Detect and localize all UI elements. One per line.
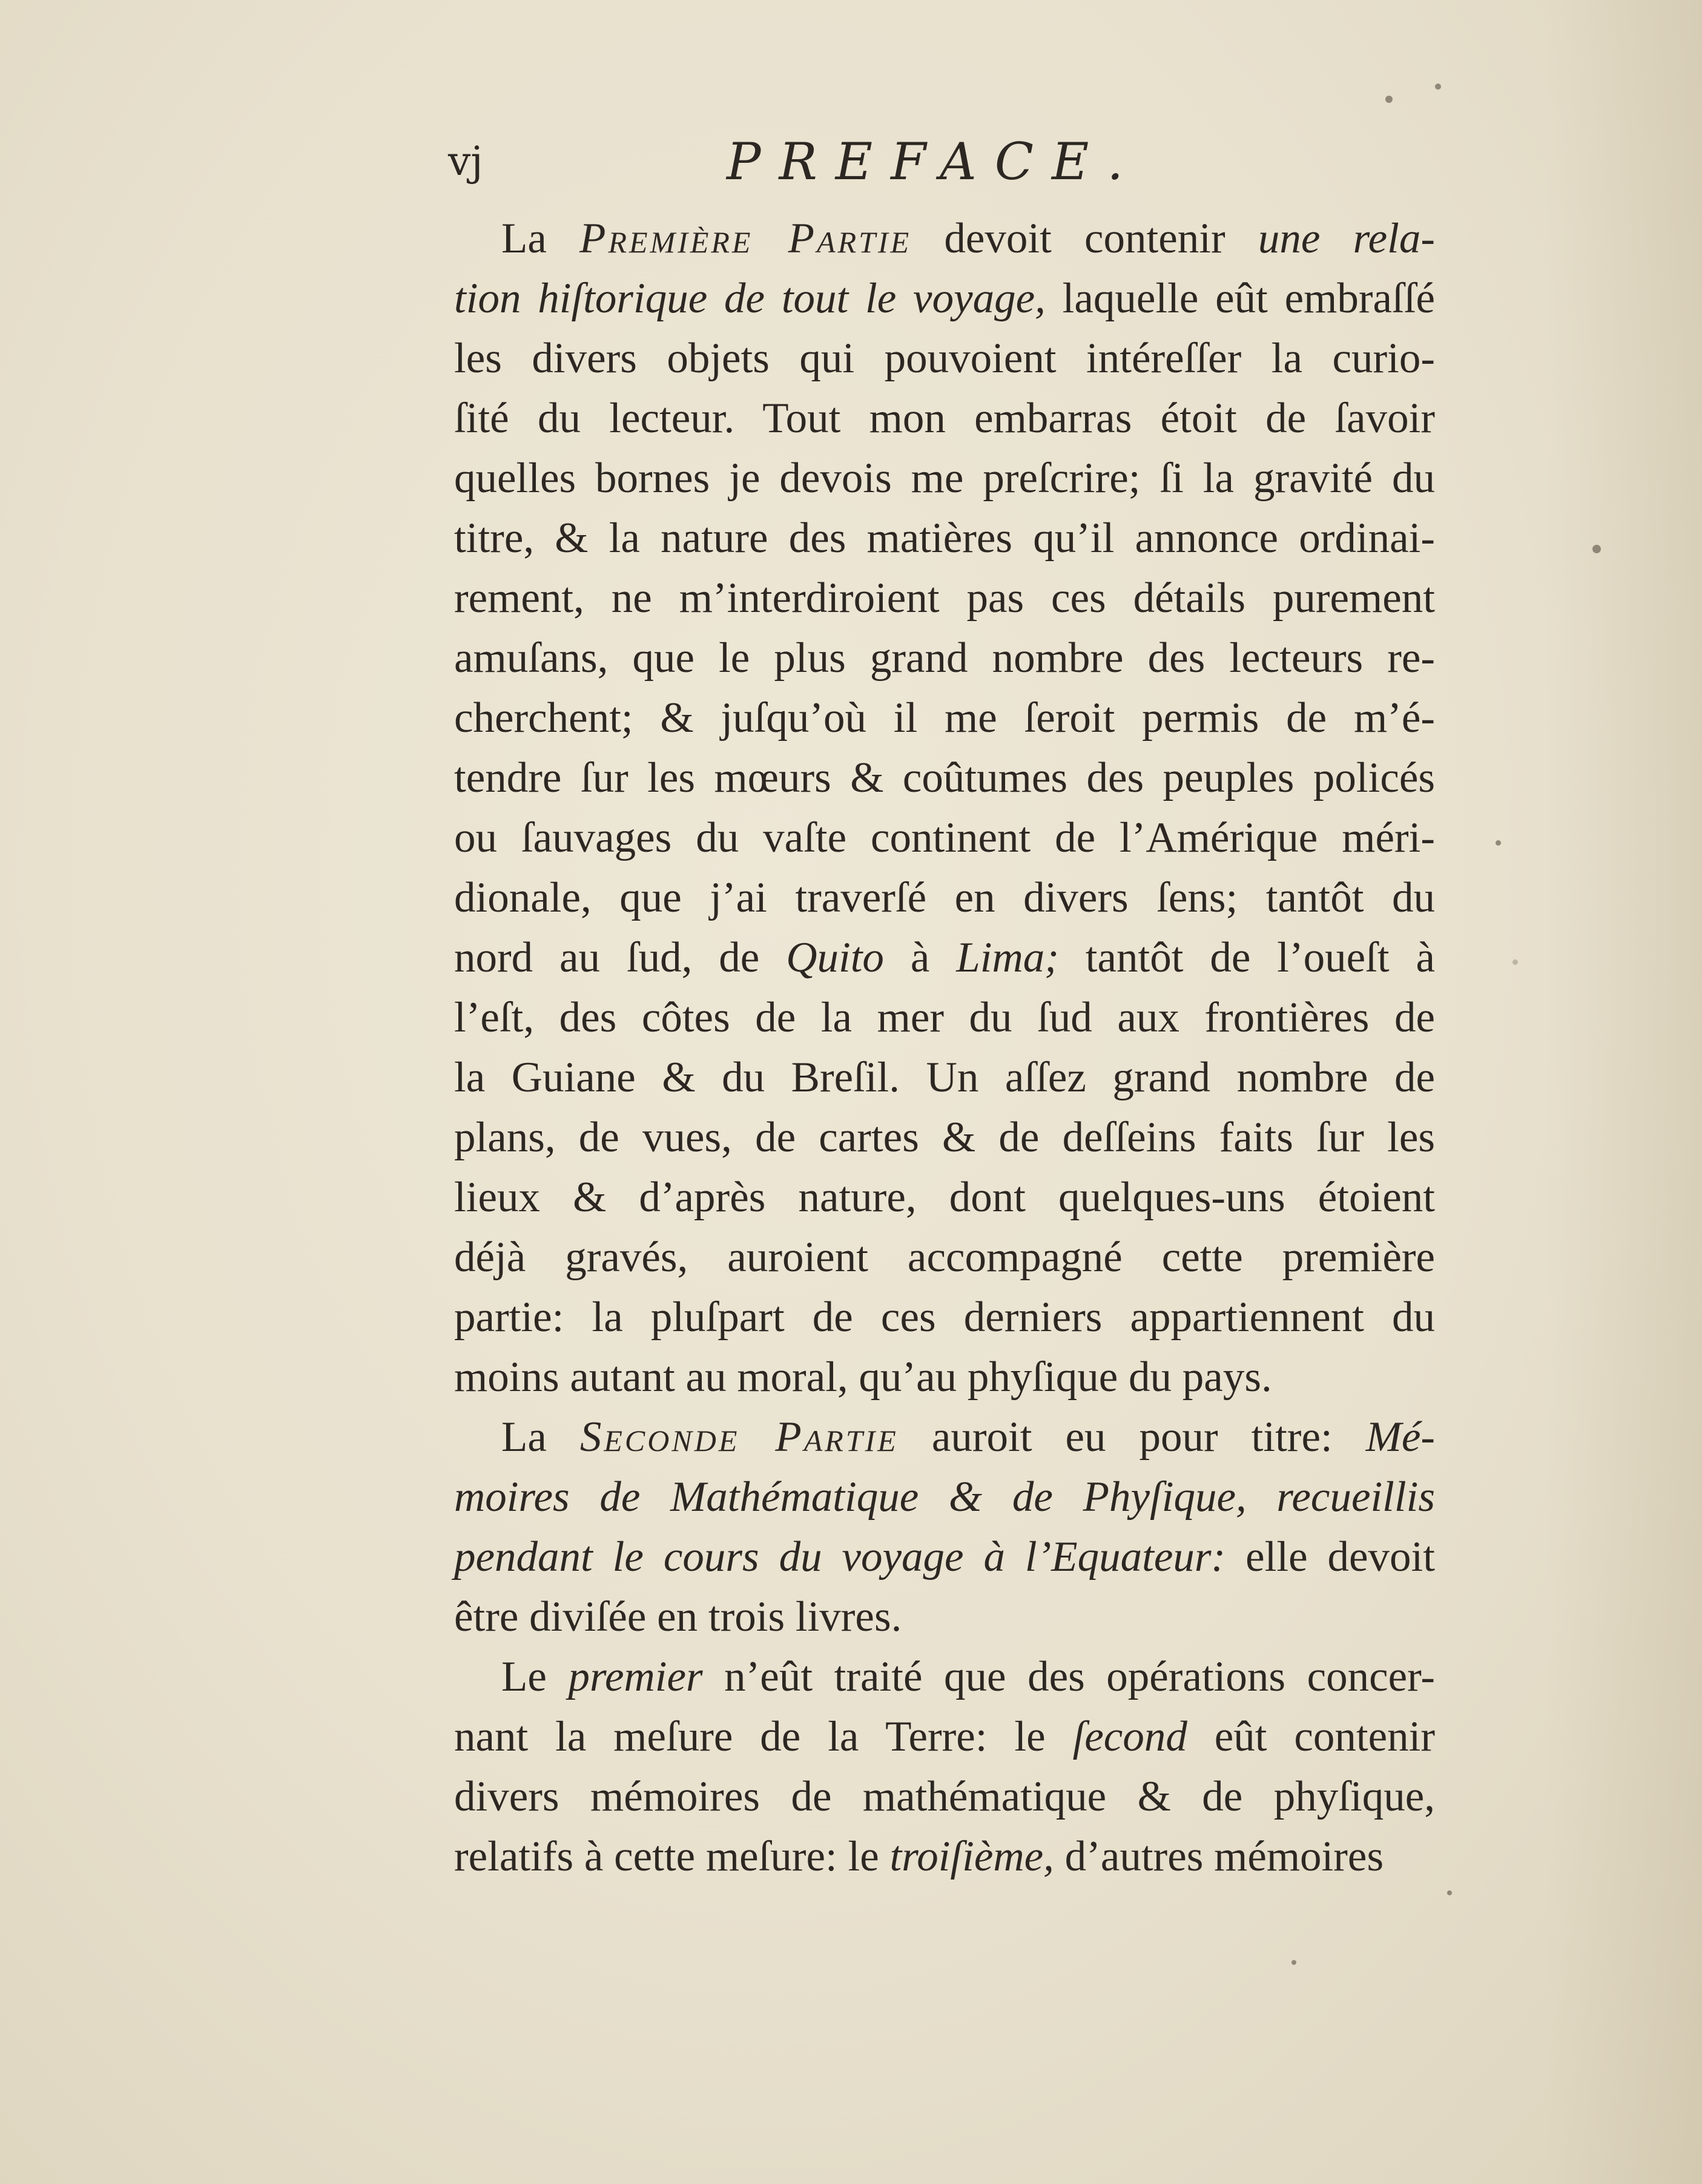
text-run: les divers objets qui pouvoient intéreſſer la curio-: [454, 335, 1435, 382]
text-line: [454, 1587, 1435, 1647]
italic-text: Lima;: [956, 934, 1059, 981]
text-line: [454, 868, 1435, 928]
text-run: auroit eu pour titre:: [898, 1413, 1366, 1461]
text-line: [454, 1767, 1435, 1827]
italic-text: moires de Mathématique & de Phyſique, recueillis: [454, 1473, 1435, 1521]
text-line: [454, 1407, 1435, 1467]
text-run: divers mémoires de mathématique & de phyſique,: [454, 1773, 1435, 1820]
small-caps-text: Seconde Partie: [579, 1413, 899, 1461]
paragraph: [454, 209, 1435, 1407]
text-run: tendre ſur les mœurs & coûtumes des peuples policés: [454, 754, 1435, 801]
text-line: [454, 449, 1435, 508]
text-run: Le: [501, 1653, 569, 1700]
running-title: PREFACE.: [727, 132, 1142, 191]
text-run: lieux & d’après nature, dont quelques-uns étoient: [454, 1174, 1435, 1221]
text-run: La: [501, 215, 580, 262]
text-run: n’eût traité que des opérations concer-: [702, 1653, 1436, 1700]
text-run: ou ſauvages du vaſte continent de l’Amérique méri-: [454, 814, 1435, 861]
italic-text: pendant le cours du voyage à l’Equateur:: [454, 1533, 1226, 1580]
text-run: ſité du lecteur. Tout mon embarras étoit de ſavoir: [454, 395, 1435, 442]
paper-speck: [1385, 96, 1393, 103]
text-run: relatifs à cette meſure: le: [454, 1833, 890, 1880]
italic-text: troiſième,: [889, 1833, 1054, 1880]
italic-text: une rela-: [1258, 215, 1435, 262]
italic-text: Quito: [786, 934, 884, 981]
text-line: [454, 808, 1435, 868]
text-run: d’autres mémoires: [1054, 1833, 1384, 1880]
text-run: à: [883, 934, 957, 981]
paragraph: [454, 1407, 1435, 1647]
page-number: vj: [448, 138, 483, 185]
italic-text: premier: [568, 1653, 703, 1700]
paper-speck: [1496, 840, 1501, 846]
preface-body-text: [454, 209, 1435, 1887]
paper-speck: [1291, 1960, 1296, 1965]
text-line: [454, 508, 1435, 568]
text-line: [454, 389, 1435, 449]
italic-text: tion hiſtorique de tout le voyage,: [454, 275, 1046, 322]
text-run: partie: la pluſpart de ces derniers appartiennent du: [454, 1294, 1435, 1341]
text-line: [454, 1108, 1435, 1168]
text-line: [454, 1647, 1435, 1707]
text-line: [454, 329, 1435, 389]
paper-speck: [1512, 959, 1518, 965]
text-line: [454, 1467, 1435, 1527]
text-line: [454, 1347, 1435, 1407]
text-run: la Guiane & du Breſil. Un aſſez grand nombre de: [454, 1054, 1435, 1101]
paper-speck: [1592, 545, 1601, 553]
text-line: [454, 928, 1435, 988]
text-line: [454, 988, 1435, 1048]
page-edge-shadow: [1545, 0, 1702, 2184]
text-line: [454, 269, 1435, 329]
text-run: amuſans, que le plus grand nombre des lecteurs re-: [454, 634, 1435, 682]
text-run: quelles bornes je devois me preſcrire; ſi la gravité du: [454, 455, 1435, 502]
text-line: [454, 1707, 1435, 1767]
text-run: moins autant au moral, qu’au phyſique du pays.: [454, 1353, 1272, 1401]
text-line: [454, 1288, 1435, 1347]
italic-text: Mé-: [1365, 1413, 1435, 1461]
text-run: plans, de vues, de cartes & de deſſeins faits ſur les: [454, 1114, 1435, 1161]
text-run: l’eſt, des côtes de la mer du ſud aux frontières de: [454, 994, 1435, 1041]
paper-speck: [1447, 1890, 1452, 1895]
text-run: devoit contenir: [911, 215, 1258, 262]
text-run: dionale, que j’ai traverſé en divers ſens; tantôt du: [454, 874, 1435, 921]
text-run: être diviſée en trois livres.: [454, 1593, 902, 1640]
text-line: [454, 1168, 1435, 1228]
paper-speck: [1435, 84, 1441, 90]
text-run: eût contenir: [1187, 1713, 1435, 1760]
text-line: [454, 1527, 1435, 1587]
italic-text: ſecond: [1072, 1713, 1187, 1760]
text-line: [454, 748, 1435, 808]
text-line: [454, 568, 1435, 628]
text-run: nord au ſud, de: [454, 934, 787, 981]
text-run: déjà gravés, auroient accompagné cette première: [454, 1234, 1435, 1281]
text-run: nant la meſure de la Terre: le: [454, 1713, 1073, 1760]
text-line: [454, 1228, 1435, 1288]
text-line: [454, 1048, 1435, 1108]
text-run: cherchent; & juſqu’où il me ſeroit permis de m’é-: [454, 694, 1435, 742]
text-line: [454, 1827, 1435, 1887]
text-run: elle devoit: [1225, 1533, 1435, 1580]
page-header: [448, 132, 1441, 199]
text-line: [454, 209, 1435, 269]
text-line: [454, 628, 1435, 688]
text-run: titre, & la nature des matières qu’il annonce ordinai-: [454, 515, 1435, 562]
text-run: tantôt de l’oueſt à: [1058, 934, 1435, 981]
paragraph: [454, 1647, 1435, 1887]
text-line: [454, 688, 1435, 748]
text-run: La: [501, 1413, 580, 1461]
text-run: rement, ne m’interdiroient pas ces détails purement: [454, 574, 1435, 622]
small-caps-text: Première Partie: [579, 215, 912, 262]
text-run: laquelle eût embraſſé: [1045, 275, 1435, 322]
